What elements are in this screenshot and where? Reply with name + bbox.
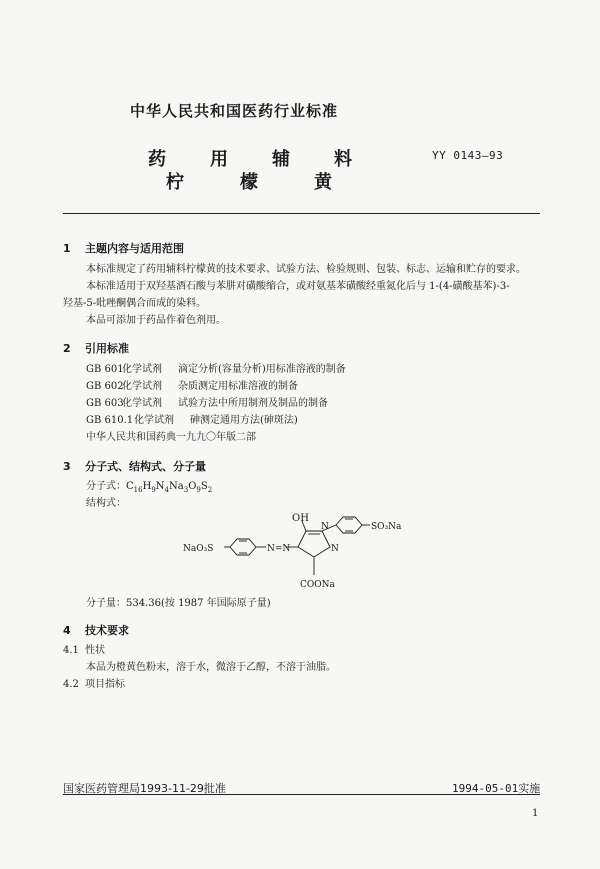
- section4-title: 技术要求: [85, 624, 129, 637]
- section2-number: 2: [63, 342, 71, 355]
- section4-number: 4: [63, 624, 71, 637]
- pharmacopoeia-reference: 中华人民共和国药典一九九〇年版二部: [86, 432, 256, 443]
- so3na-left-label: NaO₃S: [183, 544, 214, 554]
- oh-label: OH: [292, 513, 309, 524]
- section2-title: 引用标准: [85, 342, 129, 355]
- structural-formula: [180, 505, 440, 597]
- pyrazole-ring: [298, 531, 330, 557]
- section1-para1: 本标准规定了药用辅料柠檬黄的技术要求、试验方法、检验规则、包装、标志、运输和贮存的要求。: [86, 264, 526, 275]
- ring-n2-label: N: [331, 544, 339, 554]
- header-rule: [63, 213, 540, 214]
- implementation-date: 1994-05-01实施: [452, 782, 541, 795]
- subsection-4-2-heading: 4.2 项目指标: [63, 679, 125, 690]
- standard-code: YY 0143—93: [432, 149, 504, 162]
- section1-title: 主题内容与适用范围: [85, 242, 184, 255]
- molecular-formula: 分子式：$C_{16}H_9N_4Na_3O_9S_2$: [86, 481, 213, 494]
- section3-number: 3: [63, 460, 71, 473]
- molecular-weight: 分子量：534.36(按 1987 年国际原子量): [86, 598, 271, 609]
- coona-label: COONa: [300, 580, 335, 590]
- section1-para3: 本品可添加于药品作着色剂用。: [86, 315, 226, 326]
- subsection-4-1-heading: 4.1 性状: [63, 645, 105, 656]
- section1-heading: [63, 240, 184, 256]
- section1-para2b: 羟基-5-吡唑酮偶合而成的染料。: [63, 298, 207, 309]
- standard-name: 中华人民共和国医药行业标准: [130, 102, 339, 120]
- reference-item: GB 601化学试剂 滴定分析(容量分析)用标准溶液的制备: [86, 364, 346, 375]
- title-line1: 药用辅料: [148, 149, 396, 170]
- azo-label: N=N: [267, 544, 291, 554]
- section3-title: 分子式、结构式、分子量: [85, 460, 206, 473]
- title-line2: 柠檬黄: [166, 172, 388, 193]
- section3-heading: [63, 458, 206, 474]
- section4-heading: [63, 622, 129, 638]
- ring-n1-label: N: [321, 522, 329, 532]
- so3na-right-label: SO₃Na: [371, 522, 402, 532]
- reference-item: GB 602化学试剂 杂质测定用标准溶液的制备: [86, 381, 298, 392]
- approval-text: 国家医药管理局1993-11-29批准: [63, 782, 226, 795]
- reference-item: GB 610.1化学试剂 砷测定通用方法(砷斑法): [86, 415, 298, 426]
- section2-heading: [63, 340, 129, 356]
- section1-para2a: 本标准适用于双羟基酒石酸与苯肼对磺酸缩合，或对氨基苯磺酸经重氮化后与 1-(4-磺酸基苯)-3-: [86, 281, 510, 292]
- page-number: 1: [532, 808, 539, 819]
- subsection-4-1-text: 本品为橙黄色粉末，溶于水，微溶于乙醇，不溶于油脂。: [86, 662, 336, 673]
- structure-label: 结构式：: [86, 498, 126, 509]
- reference-item: GB 603化学试剂 试验方法中所用制剂及制品的制备: [86, 398, 328, 409]
- section1-number: 1: [63, 242, 71, 255]
